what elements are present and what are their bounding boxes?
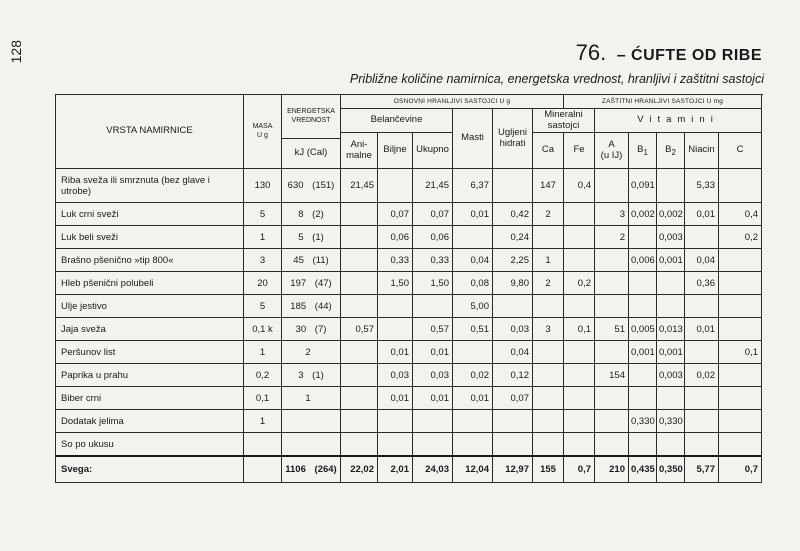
cell-carbs: 0,24 (493, 226, 533, 249)
cell-carbs: 9,80 (493, 272, 533, 295)
header-animal: Ani- malne (341, 133, 378, 169)
cell-b2 (657, 387, 685, 410)
cell-animal (341, 226, 378, 249)
cell-name: Paprika u prahu (56, 364, 244, 387)
cell-plant: 2,01 (378, 456, 413, 483)
cell-c (719, 364, 762, 387)
cell-c (719, 387, 762, 410)
cell-fat (453, 341, 493, 364)
cell-niacin: 0,01 (685, 318, 719, 341)
cell-plant: 0,01 (378, 341, 413, 364)
cell-fe: 0,7 (564, 456, 595, 483)
cell-plant: 0,03 (378, 364, 413, 387)
cell-ca (533, 364, 564, 387)
cell-b2: 0,002 (657, 203, 685, 226)
header-vitamin-a: A (u IJ) (595, 133, 629, 169)
table-row (56, 249, 762, 272)
cell-fat (453, 226, 493, 249)
cell-b2: 0,003 (657, 226, 685, 249)
cell-a: 2 (595, 226, 629, 249)
cell-protein: 0,01 (413, 387, 453, 410)
cell-plant: 0,01 (378, 387, 413, 410)
energy-kj: 197 (290, 277, 307, 289)
cell-mass: 20 (244, 272, 282, 295)
cell-animal (341, 341, 378, 364)
cell-fe: 0,4 (564, 169, 595, 203)
cell-protein (413, 295, 453, 318)
cell-niacin (685, 341, 719, 364)
cell-ca (533, 226, 564, 249)
cell-animal: 0,57 (341, 318, 378, 341)
cell-b2 (657, 169, 685, 203)
cell-c (719, 295, 762, 318)
cell-ca (533, 410, 564, 433)
cell-protein (413, 410, 453, 433)
header-item: VRSTA NAMIRNICE (56, 95, 244, 169)
table-row (56, 169, 762, 203)
cell-c: 0,4 (719, 203, 762, 226)
cell-protein: 1,50 (413, 272, 453, 295)
cell-plant (378, 318, 413, 341)
cell-name: Dodatak jelima (56, 410, 244, 433)
cell-plant (378, 169, 413, 203)
energy-kj: 5 (298, 231, 304, 243)
cell-ca (533, 387, 564, 410)
cell-animal (341, 410, 378, 433)
cell-name: So po ukusu (56, 433, 244, 457)
cell-fe (564, 203, 595, 226)
cell-protein: 0,06 (413, 226, 453, 249)
cell-a: 3 (595, 203, 629, 226)
cell-fe (564, 295, 595, 318)
cell-protein (413, 433, 453, 457)
cell-carbs: 0,04 (493, 341, 533, 364)
cell-niacin: 0,02 (685, 364, 719, 387)
cell-name: Hleb pšenični polubeli (56, 272, 244, 295)
cell-ca: 2 (533, 272, 564, 295)
cell-plant: 1,50 (378, 272, 413, 295)
cell-fat: 0,51 (453, 318, 493, 341)
cell-fe (564, 364, 595, 387)
cell-energy (282, 456, 341, 483)
cell-b2: 0,330 (657, 410, 685, 433)
cell-a: 154 (595, 364, 629, 387)
energy-kj: 8 (298, 208, 304, 220)
cell-protein: 0,57 (413, 318, 453, 341)
cell-niacin (685, 226, 719, 249)
cell-niacin: 5,77 (685, 456, 719, 483)
cell-mass: 1 (244, 226, 282, 249)
energy-cal: (2) (312, 208, 324, 220)
cell-plant: 0,07 (378, 203, 413, 226)
cell-energy (282, 249, 341, 272)
cell-energy (282, 169, 341, 203)
ingredient-rows (56, 169, 762, 483)
cell-fe (564, 341, 595, 364)
cell-fat (453, 433, 493, 457)
cell-b2: 0,001 (657, 249, 685, 272)
cell-a (595, 249, 629, 272)
header-vitamins: Vitamini (595, 109, 762, 133)
cell-protein: 0,33 (413, 249, 453, 272)
cell-niacin (685, 387, 719, 410)
cell-mass: 5 (244, 203, 282, 226)
cell-protein: 24,03 (413, 456, 453, 483)
header-basic-nutrients: OSNOVNI HRANLJIVI SASTOJCI U g (341, 95, 564, 109)
cell-animal (341, 433, 378, 457)
header-fe: Fe (564, 133, 595, 169)
cell-b1 (629, 226, 657, 249)
cell-b1 (629, 295, 657, 318)
cell-fat: 0,04 (453, 249, 493, 272)
cell-name: Jaja sveža (56, 318, 244, 341)
cell-niacin: 5,33 (685, 169, 719, 203)
header-vitamin-b2: $B_2$ (657, 133, 685, 169)
cell-a (595, 169, 629, 203)
cell-ca: 147 (533, 169, 564, 203)
cell-fat: 6,37 (453, 169, 493, 203)
cell-plant (378, 295, 413, 318)
cell-energy (282, 387, 341, 410)
cell-b1: 0,005 (629, 318, 657, 341)
nutrition-table (55, 94, 762, 483)
energy-kj: 185 (290, 300, 307, 312)
cell-name: Brašno pšenično »tip 800« (56, 249, 244, 272)
energy-cal: (1) (312, 369, 324, 381)
cell-animal (341, 364, 378, 387)
cell-a (595, 341, 629, 364)
cell-niacin: 0,36 (685, 272, 719, 295)
table-row (56, 387, 762, 410)
cell-b2 (657, 272, 685, 295)
header-vitamin-c: C (719, 133, 762, 169)
cell-energy (282, 318, 341, 341)
cell-a (595, 410, 629, 433)
cell-fat: 5,00 (453, 295, 493, 318)
cell-c (719, 249, 762, 272)
table-row (56, 364, 762, 387)
cell-mass: 1 (244, 410, 282, 433)
header-plant: Biljne (378, 133, 413, 169)
cell-b1 (629, 272, 657, 295)
table-row (56, 410, 762, 433)
cell-mass: 0,2 (244, 364, 282, 387)
table-row (56, 295, 762, 318)
cell-fat: 0,01 (453, 203, 493, 226)
cell-b1: 0,091 (629, 169, 657, 203)
cell-b1 (629, 433, 657, 457)
cell-name: Luk beli sveži (56, 226, 244, 249)
cell-a (595, 433, 629, 457)
cell-niacin: 0,01 (685, 203, 719, 226)
cell-fat: 12,04 (453, 456, 493, 483)
header-vitamin-b1: $B_1$ (629, 133, 657, 169)
cell-c (719, 318, 762, 341)
cell-a: 210 (595, 456, 629, 483)
energy-kj: 3 (298, 369, 304, 381)
cell-niacin (685, 295, 719, 318)
header-proteins: Belančevine (341, 109, 453, 133)
header-total-protein: Ukupno (413, 133, 453, 169)
cell-b1: 0,002 (629, 203, 657, 226)
cell-a (595, 272, 629, 295)
cell-fe (564, 410, 595, 433)
cell-c (719, 169, 762, 203)
cell-protein: 0,07 (413, 203, 453, 226)
cell-plant (378, 433, 413, 457)
cell-carbs (493, 410, 533, 433)
table-row (56, 272, 762, 295)
cell-plant: 0,33 (378, 249, 413, 272)
cell-c (719, 410, 762, 433)
energy-cal: (264) (314, 464, 337, 475)
cell-fe (564, 226, 595, 249)
cell-mass: 0,1 k (244, 318, 282, 341)
cell-carbs: 0,07 (493, 387, 533, 410)
cell-protein: 21,45 (413, 169, 453, 203)
cell-fe: 0,1 (564, 318, 595, 341)
cell-animal: 22,02 (341, 456, 378, 483)
recipe-title (576, 40, 762, 66)
cell-name: Svega: (56, 456, 244, 483)
energy-cal: (1) (312, 231, 324, 243)
cell-mass: 0,1 (244, 387, 282, 410)
cell-name: Peršunov list (56, 341, 244, 364)
cell-c: 0,2 (719, 226, 762, 249)
header-fats: Masti (453, 109, 493, 169)
table-row (56, 203, 762, 226)
cell-b1 (629, 364, 657, 387)
cell-carbs: 2,25 (493, 249, 533, 272)
energy-cal: (44) (314, 300, 332, 312)
energy-cal: (151) (312, 180, 335, 191)
cell-fe (564, 249, 595, 272)
cell-carbs: 0,42 (493, 203, 533, 226)
energy-kj: 1 (305, 392, 311, 404)
energy-cal: (11) (312, 254, 329, 266)
cell-b1: 0,001 (629, 341, 657, 364)
cell-mass (244, 433, 282, 457)
cell-energy (282, 203, 341, 226)
cell-c: 0,7 (719, 456, 762, 483)
cell-ca: 155 (533, 456, 564, 483)
cell-b2: 0,350 (657, 456, 685, 483)
cell-protein: 0,03 (413, 364, 453, 387)
header-ca: Ca (533, 133, 564, 169)
energy-cal: (47) (314, 277, 332, 289)
cell-energy (282, 226, 341, 249)
cell-niacin (685, 410, 719, 433)
energy-kj: 1106 (285, 464, 306, 475)
table-subtitle: Približne količine namirnica, energetska vrednost, hranljivi i zaštitni sastojci (349, 72, 764, 86)
header-protective-nutrients: ZAŠTITNI HRANLJIVI SASTOJCI U mg (564, 95, 762, 109)
cell-b2 (657, 295, 685, 318)
cell-b2 (657, 433, 685, 457)
cell-ca: 3 (533, 318, 564, 341)
cell-b1: 0,435 (629, 456, 657, 483)
table-row (56, 341, 762, 364)
cell-plant (378, 410, 413, 433)
cell-carbs (493, 169, 533, 203)
header-carbs: Ugljeni hidrati (493, 109, 533, 169)
cell-plant: 0,06 (378, 226, 413, 249)
cell-ca (533, 341, 564, 364)
cell-fe (564, 433, 595, 457)
cell-name: Biber crni (56, 387, 244, 410)
cell-ca (533, 433, 564, 457)
cell-energy (282, 364, 341, 387)
cell-b1 (629, 387, 657, 410)
table-row (56, 433, 762, 457)
cell-carbs: 12,97 (493, 456, 533, 483)
cell-fat (453, 410, 493, 433)
cell-b1: 0,006 (629, 249, 657, 272)
total-row (56, 456, 762, 483)
cell-mass: 5 (244, 295, 282, 318)
table-row (56, 318, 762, 341)
cell-name: Riba sveža ili smrznuta (bez glave i utrobe) (56, 169, 244, 203)
energy-kj: 45 (293, 254, 304, 266)
cell-fat: 0,08 (453, 272, 493, 295)
cell-protein: 0,01 (413, 341, 453, 364)
cell-carbs (493, 295, 533, 318)
recipe-number: 76. (575, 40, 607, 65)
cell-animal (341, 387, 378, 410)
energy-cal: (7) (314, 323, 327, 335)
cell-b1: 0,330 (629, 410, 657, 433)
cell-name: Ulje jestivo (56, 295, 244, 318)
cell-b2: 0,013 (657, 318, 685, 341)
cell-ca: 2 (533, 203, 564, 226)
cell-mass: 130 (244, 169, 282, 203)
table-row (56, 226, 762, 249)
cell-energy (282, 341, 341, 364)
cell-animal (341, 295, 378, 318)
header-niacin: Niacin (685, 133, 719, 169)
cell-animal (341, 272, 378, 295)
cell-mass: 1 (244, 341, 282, 364)
cell-animal: 21,45 (341, 169, 378, 203)
cell-a: 51 (595, 318, 629, 341)
cell-animal (341, 203, 378, 226)
cell-animal (341, 249, 378, 272)
header-energy-units: kJ (Cal) (282, 139, 341, 169)
cell-mass: 3 (244, 249, 282, 272)
cell-a (595, 387, 629, 410)
cell-fat: 0,02 (453, 364, 493, 387)
cell-c (719, 272, 762, 295)
cell-ca (533, 295, 564, 318)
cell-b2: 0,001 (657, 341, 685, 364)
cell-fe (564, 387, 595, 410)
cell-energy (282, 410, 341, 433)
header-energy: ENERGETSKA VREDNOST (282, 95, 341, 139)
energy-kj: 2 (305, 346, 311, 358)
cell-ca: 1 (533, 249, 564, 272)
cell-name: Luk crni sveži (56, 203, 244, 226)
cell-energy (282, 433, 341, 457)
header-minerals: Mineralni sastojci (533, 109, 595, 133)
cell-fe: 0,2 (564, 272, 595, 295)
page-number: 128 (8, 40, 24, 64)
cell-a (595, 295, 629, 318)
recipe-name: – ĆUFTE OD RIBE (616, 47, 762, 64)
cell-c: 0,1 (719, 341, 762, 364)
cell-carbs: 0,12 (493, 364, 533, 387)
energy-kj: 30 (295, 323, 307, 335)
cell-carbs (493, 433, 533, 457)
cell-c (719, 433, 762, 457)
header-mass: MASA U g (244, 95, 282, 169)
cell-carbs: 0,03 (493, 318, 533, 341)
energy-kj: 630 (287, 180, 304, 191)
cell-b2: 0,003 (657, 364, 685, 387)
cell-niacin: 0,04 (685, 249, 719, 272)
cell-fat: 0,01 (453, 387, 493, 410)
cell-niacin (685, 433, 719, 457)
cell-mass (244, 456, 282, 483)
cell-energy (282, 295, 341, 318)
cell-energy (282, 272, 341, 295)
